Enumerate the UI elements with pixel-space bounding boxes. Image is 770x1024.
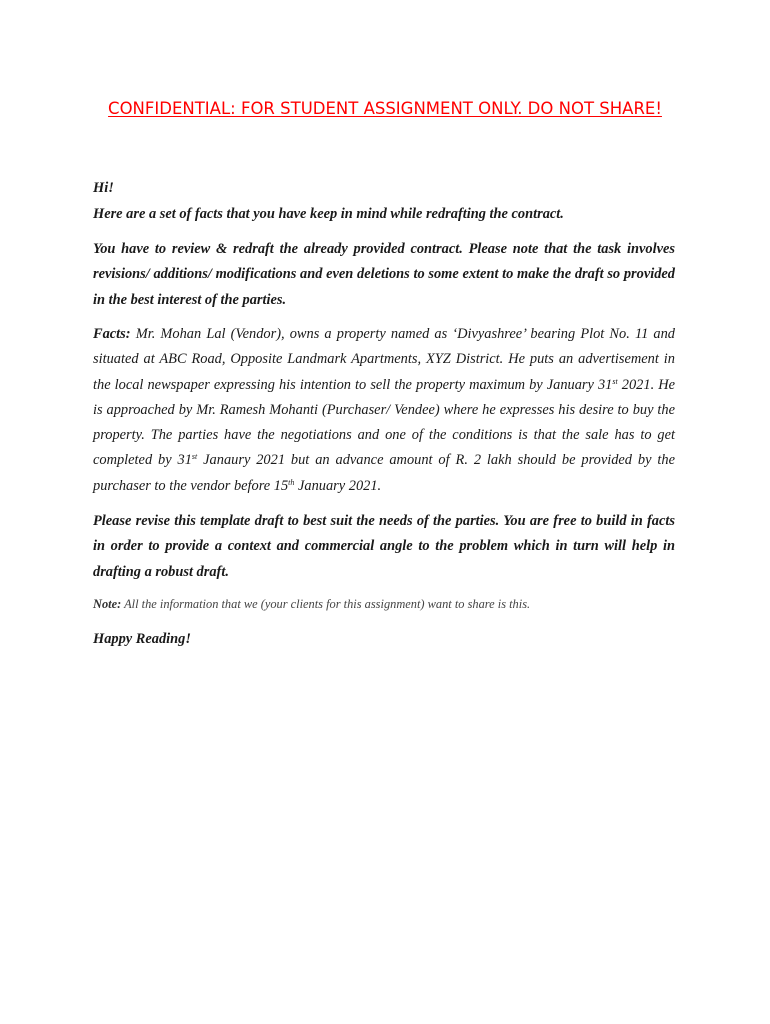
closing-line: Happy Reading! xyxy=(93,631,191,647)
note-label: Note: xyxy=(93,597,122,611)
intro-line: Here are a set of facts that you have keep in mind while redrafting the contract. xyxy=(93,206,564,222)
facts-paragraph xyxy=(93,322,675,499)
note-text: All the information that we (your clients for this assignment) want to share is this. xyxy=(121,597,531,611)
facts-label: Facts: xyxy=(93,326,131,342)
review-instructions: You have to review & redraft the already provided contract. Please note that the task involves revisions/ additions/ modifications and even deletions to some extent to make the draft so provided in the best interest of the parties. xyxy=(93,241,675,308)
greeting: Hi! xyxy=(93,180,114,196)
facts-superscript-1: st xyxy=(612,376,618,386)
confidential-title: CONFIDENTIAL: FOR STUDENT ASSIGNMENT ONLY. DO NOT SHARE! xyxy=(108,99,662,118)
facts-text-part-2: 2021. He is approached by Mr. Ramesh Mohanti (Purchaser/ Vendee) where he expresses his desire to buy the property. The parties have the negotiations and one of the conditions is that the sale has to get completed by 31 xyxy=(93,376,676,469)
revise-instructions: Please revise this template draft to best suit the needs of the parties. You are free to build in facts in order to provide a context and commercial angle to the problem which in turn will help in drafting a robust draft. xyxy=(93,513,675,580)
facts-superscript-2: st xyxy=(191,452,198,462)
facts-text-part-4: January 2021. xyxy=(294,477,382,494)
facts-text-part-1: Mr. Mohan Lal (Vendor), owns a property named as ‘Divyashree’ bearing Plot No. 11 and situated at ABC Road, Opposite Landmark Apartments, XYZ District. He puts an advertisement in the local newspaper expressing his intention to sell the property maximum by January 31 xyxy=(93,326,675,393)
facts-superscript-3: th xyxy=(288,477,295,487)
note-line xyxy=(93,594,675,614)
facts-text-part-3: Janaury 2021 but an advance amount of R. 2 lakh should be provided by the purchaser to the vendor before 15 xyxy=(93,452,675,494)
